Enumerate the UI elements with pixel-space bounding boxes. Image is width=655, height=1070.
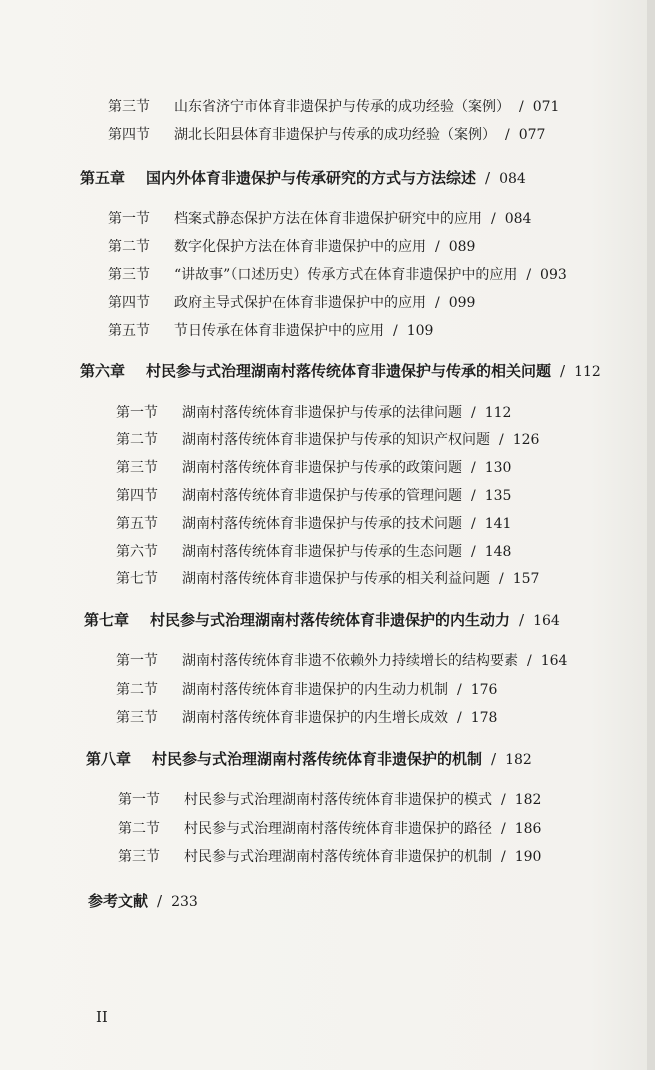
section-label: 第六节 <box>116 544 158 560</box>
toc-section-row: 第六节 湖南村落传统体育非遗保护与传承的生态问题 / 148 <box>116 541 511 561</box>
page-number: 164 <box>533 613 560 629</box>
toc-section-row: 第三节 湖南村落传统体育非遗保护与传承的政策问题 / 130 <box>116 457 511 477</box>
toc-chapter-row: 第六章 村民参与式治理湖南村落传统体育非遗保护与传承的相关问题 / 112 <box>80 362 601 380</box>
chapter-label: 第七章 <box>84 611 130 629</box>
section-title: 湖南村落传统体育非遗保护与传承的相关利益问题 <box>182 571 490 587</box>
page-number: 190 <box>514 849 542 865</box>
section-title: 湖南村落传统体育非遗保护与传承的管理问题 <box>182 488 462 504</box>
section-label: 第五节 <box>108 323 150 339</box>
page-number: 141 <box>484 516 512 532</box>
toc-section-row: 第五节 节日传承在体育非遗保护中的应用 / 109 <box>108 320 433 340</box>
section-label: 第三节 <box>108 267 150 283</box>
page-number: 233 <box>171 894 198 910</box>
page-number: 130 <box>484 460 512 476</box>
toc-section-row: 第四节 湖北长阳县体育非遗保护与传承的成功经验（案例） / 077 <box>108 124 545 144</box>
page-number: 089 <box>448 239 476 255</box>
toc-section-row: 第四节 政府主导式保护在体育非遗保护中的应用 / 099 <box>108 292 475 312</box>
section-label: 第一节 <box>116 405 158 421</box>
section-title: 湖南村落传统体育非遗保护的内生增长成效 <box>182 710 448 726</box>
page-number: 186 <box>514 821 542 837</box>
toc-chapter-row: 第八章 村民参与式治理湖南村落传统体育非遗保护的机制 / 182 <box>86 750 532 768</box>
section-label: 第二节 <box>108 239 150 255</box>
page-edge <box>647 0 655 1070</box>
toc-section-row: 第四节 湖南村落传统体育非遗保护与传承的管理问题 / 135 <box>116 485 511 505</box>
section-title: 数字化保护方法在体育非遗保护中的应用 <box>174 239 426 255</box>
toc-section-row: 第二节 湖南村落传统体育非遗保护的内生动力机制 / 176 <box>116 679 497 699</box>
section-label: 第四节 <box>108 127 150 143</box>
references-title: 参考文献 <box>88 892 149 910</box>
section-title: 村民参与式治理湖南村落传统体育非遗保护的路径 <box>184 821 492 837</box>
folio-page-number: II <box>96 1008 108 1026</box>
section-title: 档案式静态保护方法在体育非遗保护研究中的应用 <box>174 211 482 227</box>
section-title: 湖南村落传统体育非遗保护与传承的技术问题 <box>182 516 462 532</box>
section-title: 湖北长阳县体育非遗保护与传承的成功经验（案例） <box>174 127 496 143</box>
page-number: 112 <box>574 364 601 380</box>
toc-section-row: 第三节 “讲故事”（口述历史）传承方式在体育非遗保护中的应用 / 093 <box>108 264 567 284</box>
page-number: 135 <box>484 488 512 504</box>
section-title: 村民参与式治理湖南村落传统体育非遗保护的机制 <box>184 849 492 865</box>
section-title: 湖南村落传统体育非遗保护的内生动力机制 <box>182 682 448 698</box>
toc-section-row: 第二节 数字化保护方法在体育非遗保护中的应用 / 089 <box>108 236 475 256</box>
section-label: 第三节 <box>116 460 158 476</box>
toc-chapter-row: 第七章 村民参与式治理湖南村落传统体育非遗保护的内生动力 / 164 <box>84 611 560 629</box>
section-title: 村民参与式治理湖南村落传统体育非遗保护的模式 <box>184 792 492 808</box>
page-number: 164 <box>540 653 568 669</box>
page-number: 182 <box>505 752 532 768</box>
toc-section-row: 第七节 湖南村落传统体育非遗保护与传承的相关利益问题 / 157 <box>116 568 539 588</box>
toc-references-row: 参考文献 / 233 <box>88 892 198 910</box>
section-title: 湖南村落传统体育非遗保护与传承的政策问题 <box>182 460 462 476</box>
page-number: 182 <box>514 792 542 808</box>
section-label: 第三节 <box>108 99 150 115</box>
page-number: 077 <box>518 127 546 143</box>
section-label: 第四节 <box>108 295 150 311</box>
toc-section-row: 第三节 村民参与式治理湖南村落传统体育非遗保护的机制 / 190 <box>118 846 541 866</box>
section-label: 第四节 <box>116 488 158 504</box>
page-number: 112 <box>484 405 512 421</box>
toc-chapter-row: 第五章 国内外体育非遗保护与传承研究的方式与方法综述 / 084 <box>80 169 526 187</box>
toc-section-row: 第一节 档案式静态保护方法在体育非遗保护研究中的应用 / 084 <box>108 208 531 228</box>
section-label: 第一节 <box>116 653 158 669</box>
chapter-label: 第六章 <box>80 362 126 380</box>
page-number: 071 <box>532 99 560 115</box>
section-title: 湖南村落传统体育非遗保护与传承的法律问题 <box>182 405 462 421</box>
section-label: 第五节 <box>116 516 158 532</box>
section-label: 第一节 <box>118 792 160 808</box>
chapter-label: 第八章 <box>86 750 132 768</box>
toc-section-row: 第三节 湖南村落传统体育非遗保护的内生增长成效 / 178 <box>116 707 497 727</box>
chapter-label: 第五章 <box>80 169 126 187</box>
section-label: 第二节 <box>118 821 160 837</box>
section-label: 第二节 <box>116 682 158 698</box>
toc-section-row: 第二节 湖南村落传统体育非遗保护与传承的知识产权问题 / 126 <box>116 429 539 449</box>
toc-section-row: 第三节 山东省济宁市体育非遗保护与传承的成功经验（案例） / 071 <box>108 96 559 116</box>
section-title: 节日传承在体育非遗保护中的应用 <box>174 323 384 339</box>
section-label: 第七节 <box>116 571 158 587</box>
toc-section-row: 第一节 湖南村落传统体育非遗不依赖外力持续增长的结构要素 / 164 <box>116 650 567 670</box>
page-number: 176 <box>470 682 498 698</box>
chapter-title: 村民参与式治理湖南村落传统体育非遗保护的机制 <box>152 750 483 768</box>
section-title: “讲故事”（口述历史）传承方式在体育非遗保护中的应用 <box>174 267 518 283</box>
chapter-title: 村民参与式治理湖南村落传统体育非遗保护与传承的相关问题 <box>146 362 552 380</box>
toc-section-row: 第二节 村民参与式治理湖南村落传统体育非遗保护的路径 / 186 <box>118 818 541 838</box>
toc-section-row: 第五节 湖南村落传统体育非遗保护与传承的技术问题 / 141 <box>116 513 511 533</box>
page-number: 148 <box>484 544 512 560</box>
page-number: 084 <box>504 211 532 227</box>
page-number: 093 <box>540 267 567 283</box>
section-label: 第三节 <box>118 849 160 865</box>
page-number: 178 <box>470 710 498 726</box>
section-title: 湖南村落传统体育非遗不依赖外力持续增长的结构要素 <box>182 653 518 669</box>
section-label: 第二节 <box>116 432 158 448</box>
page-number: 099 <box>448 295 476 311</box>
section-title: 山东省济宁市体育非遗保护与传承的成功经验（案例） <box>174 99 510 115</box>
toc-section-row: 第一节 湖南村落传统体育非遗保护与传承的法律问题 / 112 <box>116 402 511 422</box>
section-label: 第一节 <box>108 211 150 227</box>
page-number: 084 <box>499 171 526 187</box>
toc-section-row: 第一节 村民参与式治理湖南村落传统体育非遗保护的模式 / 182 <box>118 789 541 809</box>
section-title: 政府主导式保护在体育非遗保护中的应用 <box>174 295 426 311</box>
section-label: 第三节 <box>116 710 158 726</box>
section-title: 湖南村落传统体育非遗保护与传承的生态问题 <box>182 544 462 560</box>
section-title: 湖南村落传统体育非遗保护与传承的知识产权问题 <box>182 432 490 448</box>
chapter-title: 村民参与式治理湖南村落传统体育非遗保护的内生动力 <box>150 611 511 629</box>
page-number: 126 <box>512 432 540 448</box>
page-number: 157 <box>512 571 540 587</box>
page-number: 109 <box>406 323 434 339</box>
chapter-title: 国内外体育非遗保护与传承研究的方式与方法综述 <box>146 169 477 187</box>
